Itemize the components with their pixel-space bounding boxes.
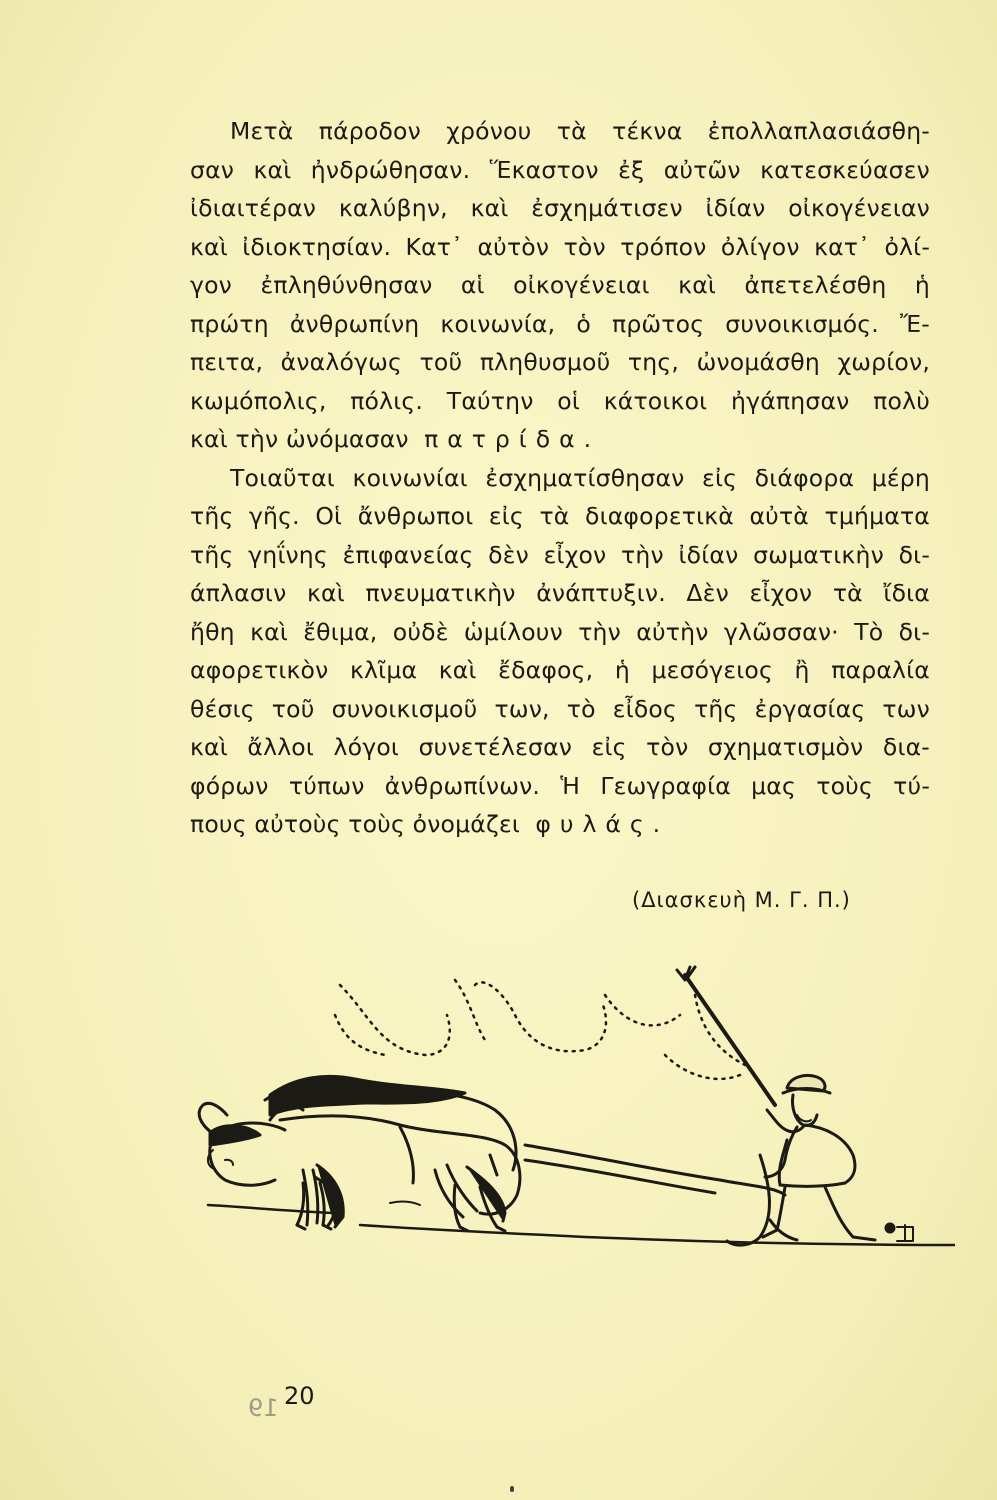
text-line: καὶ ἰδιοκτησίαν. Κατ᾽ αὐτὸν τὸν τρόπον ὀλίγον κατ᾽ ὀλί- bbox=[190, 232, 930, 261]
paragraph-2 bbox=[190, 459, 930, 844]
text-line: ἤθη καὶ ἔθιμα, οὐδὲ ὡμίλουν τὴν αὐτὴν γλῶσσαν· Τὸ δι- bbox=[190, 617, 930, 646]
text-line: φόρων τύπων ἀνθρωπίνων. Ἡ Γεωγραφία μας τοὺς τύ- bbox=[190, 771, 930, 800]
emphasis-word: φυλάς. bbox=[535, 810, 670, 838]
text-line-last bbox=[190, 805, 930, 844]
dotted-swirls bbox=[335, 980, 745, 1079]
text-line: γον ἐπληθύνθησαν αἱ οἰκογένειαι καὶ ἀπετελέσθη ἡ bbox=[190, 271, 930, 299]
paragraph-1 bbox=[190, 112, 930, 459]
text-line: τῆς γηΐνης ἐπιφανείας δὲν εἶχον τὴν ἰδίαν σωματικὴν δι- bbox=[190, 540, 930, 569]
text-block bbox=[190, 112, 930, 844]
farmer-figure bbox=[763, 1075, 875, 1240]
text-line: κωμόπολις, πόλις. Ταύτην οἱ κάτοικοι ἠγάπησαν πολὺ bbox=[190, 386, 930, 415]
text-line: ἰδιαιτέραν καλύβην, καὶ ἐσχημάτισεν ἰδίαν οἰκογένειαν bbox=[190, 194, 930, 222]
text-line-prefix: πους αὐτοὺς τοὺς ὀνομάζει bbox=[190, 810, 521, 838]
text-line: τῆς γῆς. Οἱ ἄνθρωποι εἰς τὰ διαφορετικὰ αὐτὰ τμήματα bbox=[190, 502, 930, 530]
ox-front bbox=[199, 1103, 520, 1231]
text-line-last bbox=[190, 420, 930, 459]
text-line: πειτα, ἀναλόγως τοῦ πληθυσμοῦ της, ὠνομάσθη χωρίον, bbox=[190, 348, 930, 376]
text-line: καὶ ἄλλοι λόγοι συνετέλεσαν εἰς τὸν σχηματισμὸν δια- bbox=[190, 733, 930, 761]
text-line: Τοιαῦται κοινωνίαι ἐσχηματίσθησαν εἰς διάφορα μέρη bbox=[230, 463, 930, 492]
page-number: 20 bbox=[284, 1382, 315, 1410]
text-line: θέσις τοῦ συνοικισμοῦ των, τὸ εἶδος τῆς ἐργασίας των bbox=[190, 694, 930, 723]
text-line: πρώτη ἀνθρωπίνη κοινωνία, ὁ πρῶτος συνοικισμός. Ἔ- bbox=[190, 309, 930, 338]
bleed-through-number: 19 bbox=[248, 1394, 279, 1422]
attribution: (Διασκευὴ Μ. Γ. Π.) bbox=[632, 888, 851, 912]
speck bbox=[510, 1486, 514, 1492]
plowing-illustration bbox=[185, 955, 955, 1280]
text-line: σαν καὶ ἠνδρώθησαν. Ἕκαστον ἐξ αὐτῶν κατεσκεύασεν bbox=[190, 155, 930, 184]
text-line: αφορετικὸν κλῖμα καὶ ἔδαφος, ἡ μεσόγειος ἢ παραλία bbox=[190, 656, 930, 684]
text-line-prefix: καὶ τὴν ὠνόμασαν bbox=[190, 425, 409, 453]
emphasis-word: πατρίδα. bbox=[424, 425, 601, 453]
text-line: άπλασιν καὶ πνευματικὴν ἀνάπτυξιν. Δὲν εἶχον τὰ ἴδια bbox=[190, 579, 930, 607]
text-line: Μετὰ πάροδον χρόνου τὰ τέκνα ἐπολλαπλασιάσθη- bbox=[230, 117, 930, 145]
